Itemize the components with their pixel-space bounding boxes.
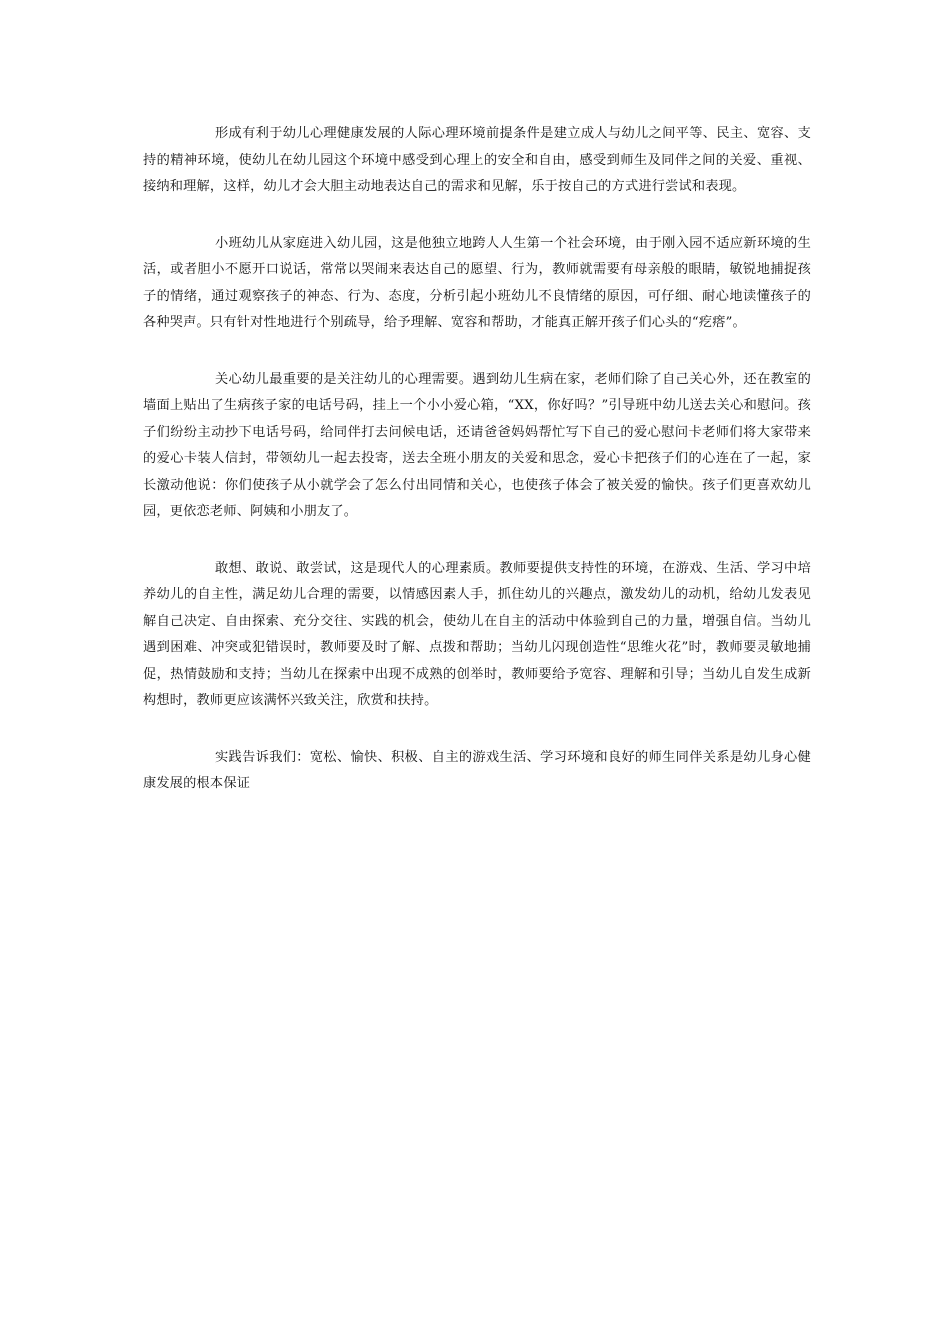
paragraph-5: 实践告诉我们：宽松、愉快、积极、自主的游戏生活、学习环境和良好的师生同伴关系是幼儿身心健康发展的根本保证	[143, 749, 811, 791]
paragraph-1: 形成有利于幼儿心理健康发展的人际心理环境前提条件是建立成人与幼儿之间平等、民主、宽容、支持的精神环境，使幼儿在幼儿园这个环境中感受到心理上的安全和自由，感受到师生及同伴之间的关爱、重视、接纳和理解，这样，幼儿才会大胆主动地表达自己的需求和见解，乐于按自己的方式进行尝试和表现。	[143, 126, 811, 194]
paragraph-4: 敢想、敢说、敢尝试，这是现代人的心理素质。教师要提供支持性的环境，在游戏、生活、学习中培养幼儿的自主性，满足幼儿合理的需要，以情感因素人手，抓住幼儿的兴趣点，激发幼儿的动机，给幼儿发表见解自己决定、自由探索、充分交往、实践的机会，使幼儿在自主的活动中体验到自己的力量，增强自信。当幼儿遇到困难、冲突或犯错误时，教师要及时了解、点拨和帮助；当幼儿闪现创造性“思维火花”时，教师要灵敏地捕促，热情鼓励和支持；当幼儿在探索中出现不成熟的创举时，教师要给予宽容、理解和引导；当幼儿自发生成新构想时，教师更应该满怀兴致关注，欣赏和扶持。	[143, 560, 811, 708]
document-body	[143, 121, 811, 828]
paragraph-3: 关心幼儿最重要的是关注幼儿的心理需要。遇到幼儿生病在家，老师们除了自己关心外，还在教室的墙面上贴出了生病孩子家的电话号码，挂上一个小小爱心箱，“XX，你好吗？”引导班中幼儿送去关心和慰问。孩子们纷纷主动抄下电话号码，给同伴打去问候电话，还请爸爸妈妈帮忙写下自己的爱心慰问卡老师们将大家带来的爱心卡装人信封，带领幼儿一起去投寄，送去全班小朋友的关爱和思念，爱心卡把孩子们的心连在了一起，家长激动他说：你们使孩子从小就学会了怎么付出同情和关心，也使孩子体会了被关爱的愉快。孩子们更喜欢幼儿园，更依恋老师、阿姨和小朋友了。	[143, 371, 811, 519]
paragraph-2: 小班幼儿从家庭进入幼儿园，这是他独立地跨人人生第一个社会环境，由于刚入园不适应新环境的生活，或者胆小不愿开口说话，常常以哭闹来表达自己的愿望、行为，教师就需要有母亲般的眼睛，敏锐地捕捉孩子的情绪，通过观察孩子的神态、行为、态度，分析引起小班幼儿不良情绪的原因，可仔细、耐心地读懂孩子的各种哭声。只有针对性地进行个别疏导，给予理解、宽容和帮助，才能真正解开孩子们心头的“疙瘩”。	[143, 235, 811, 330]
